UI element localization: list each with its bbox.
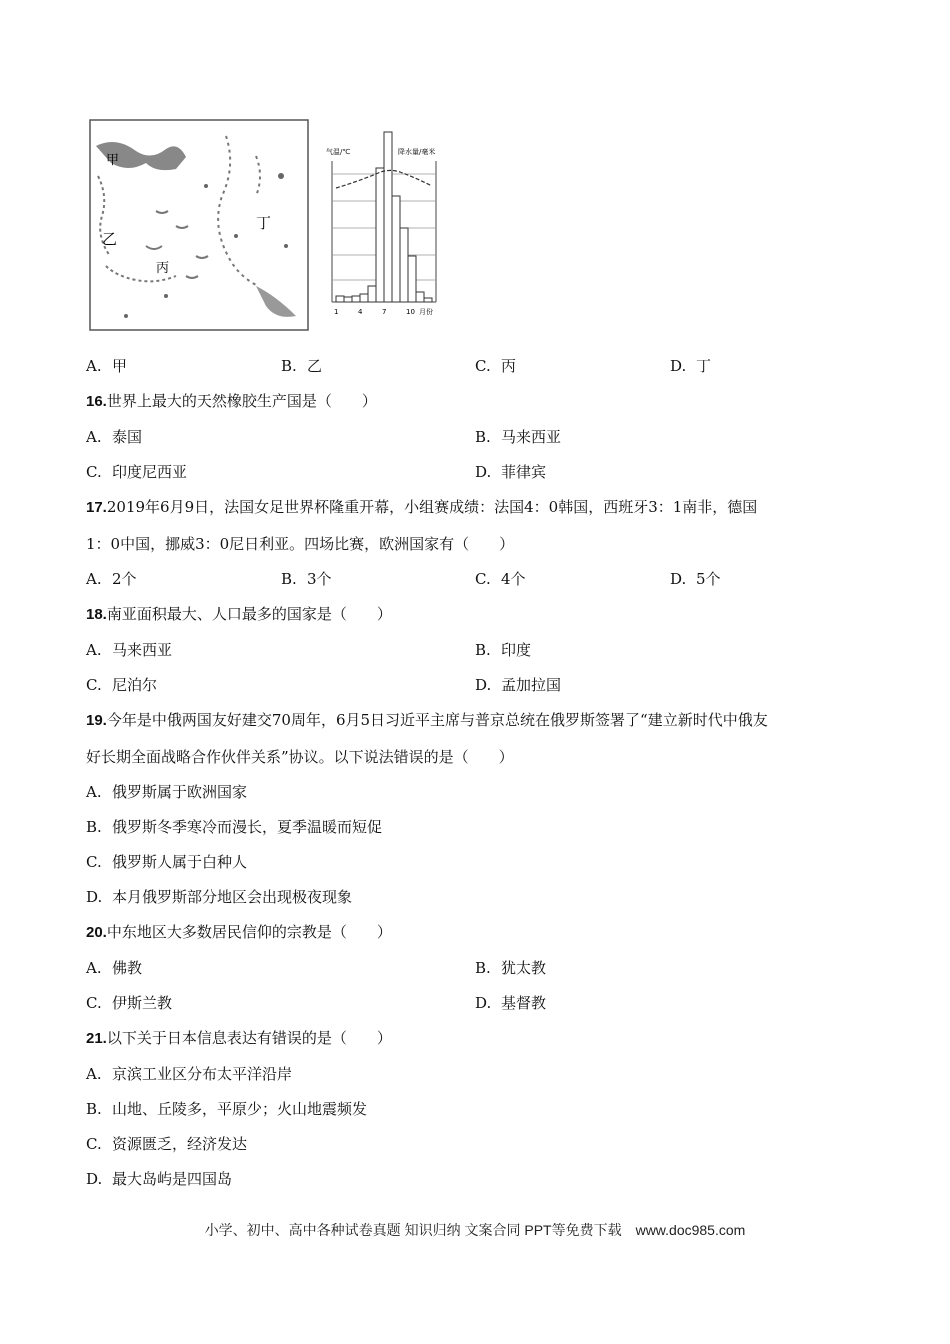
map-label-bing: 丙 <box>156 261 170 276</box>
climate-chart <box>326 132 436 316</box>
chart-left-axis-label: 气温/℃ <box>326 148 351 156</box>
page-footer: 小学、初中、高中各种试卷真题 知识归纳 文案合同 PPT等免费下载 www.doc985.com <box>204 1222 746 1238</box>
q20-option-c: C. 伊斯兰教 <box>86 994 173 1012</box>
q18-option-d: D. 孟加拉国 <box>475 676 562 694</box>
q16-option-d: D. 菲律宾 <box>475 463 547 481</box>
q20-stem: 20.中东地区大多数居民信仰的宗教是（ ） <box>86 923 392 941</box>
chart-right-axis-label: 降水量/毫米 <box>398 148 436 156</box>
q18-option-b: B. 印度 <box>475 641 532 659</box>
q17-stem-line2: 1：0中国，挪威3：0尼日利亚。四场比赛，欧洲国家有（ ） <box>86 535 515 553</box>
svg-text:10: 10 <box>406 308 415 316</box>
svg-text:4: 4 <box>358 308 363 316</box>
q21-option-b: B. 山地、丘陵多，平原少；火山地震频发 <box>86 1100 368 1118</box>
q21-option-a: A. 京滨工业区分布太平洋沿岸 <box>86 1065 293 1083</box>
q15-option-a: A. 甲 <box>86 357 128 375</box>
precipitation-bars <box>336 132 432 302</box>
q20-option-d: D. 基督教 <box>475 994 547 1012</box>
q19-option-c: C. 俄罗斯人属于白种人 <box>86 853 248 871</box>
q18-option-c: C. 尼泊尔 <box>86 676 158 694</box>
q19-option-d: D. 本月俄罗斯部分地区会出现极夜现象 <box>86 888 353 906</box>
q19-stem-line2: 好长期全面战略合作伙伴关系”协议。以下说法错误的是（ ） <box>86 748 514 766</box>
q20-option-a: A. 佛教 <box>86 959 143 977</box>
q16-stem: 16.世界上最大的天然橡胶生产国是（ ） <box>86 392 377 410</box>
q17-option-c: C. 4个 <box>475 570 526 588</box>
q16-option-a: A. 泰国 <box>86 428 143 446</box>
q15-option-c: C. 丙 <box>475 357 517 375</box>
chart-x-axis-label: 月份 <box>419 308 433 316</box>
q18-option-a: A. 马来西亚 <box>86 641 173 659</box>
q21-option-c: C. 资源匮乏，经济发达 <box>86 1135 248 1153</box>
q16-option-c: C. 印度尼西亚 <box>86 463 188 481</box>
svg-text:7: 7 <box>382 308 387 316</box>
q18-stem: 18.南亚面积最大、人口最多的国家是（ ） <box>86 605 392 623</box>
svg-text:1: 1 <box>334 308 339 316</box>
q19-option-b: B. 俄罗斯冬季寒冷而漫长，夏季温暖而短促 <box>86 818 383 836</box>
q17-option-b: B. 3个 <box>281 570 332 588</box>
q17-option-a: A. 2个 <box>86 570 137 588</box>
q15-option-d: D. 丁 <box>670 357 712 375</box>
q21-option-d: D. 最大岛屿是四国岛 <box>86 1170 233 1188</box>
map-label-ding: 丁 <box>256 214 272 232</box>
map-label-yi: 乙 <box>102 230 118 248</box>
q19-option-a: A. 俄罗斯属于欧洲国家 <box>86 783 248 801</box>
q20-option-b: B. 犹太教 <box>475 959 547 977</box>
q16-option-b: B. 马来西亚 <box>475 428 562 446</box>
q15-option-b: B. 乙 <box>281 357 323 375</box>
q21-stem: 21.以下关于日本信息表达有错误的是（ ） <box>86 1029 392 1047</box>
map-label-jia: 甲 <box>106 153 120 168</box>
map-and-climate-figure <box>86 116 456 336</box>
q17-option-d: D. 5个 <box>670 570 721 588</box>
q19-stem-line1: 19.今年是中俄两国友好建交70周年，6月5日习近平主席与普京总统在俄罗斯签署了“建立新时代中俄友 <box>86 711 768 729</box>
q17-stem-line1: 17.2019年6月9日，法国女足世界杯隆重开幕，小组赛成绩：法国4：0韩国，西班牙3：1南非，德国 <box>86 498 758 516</box>
